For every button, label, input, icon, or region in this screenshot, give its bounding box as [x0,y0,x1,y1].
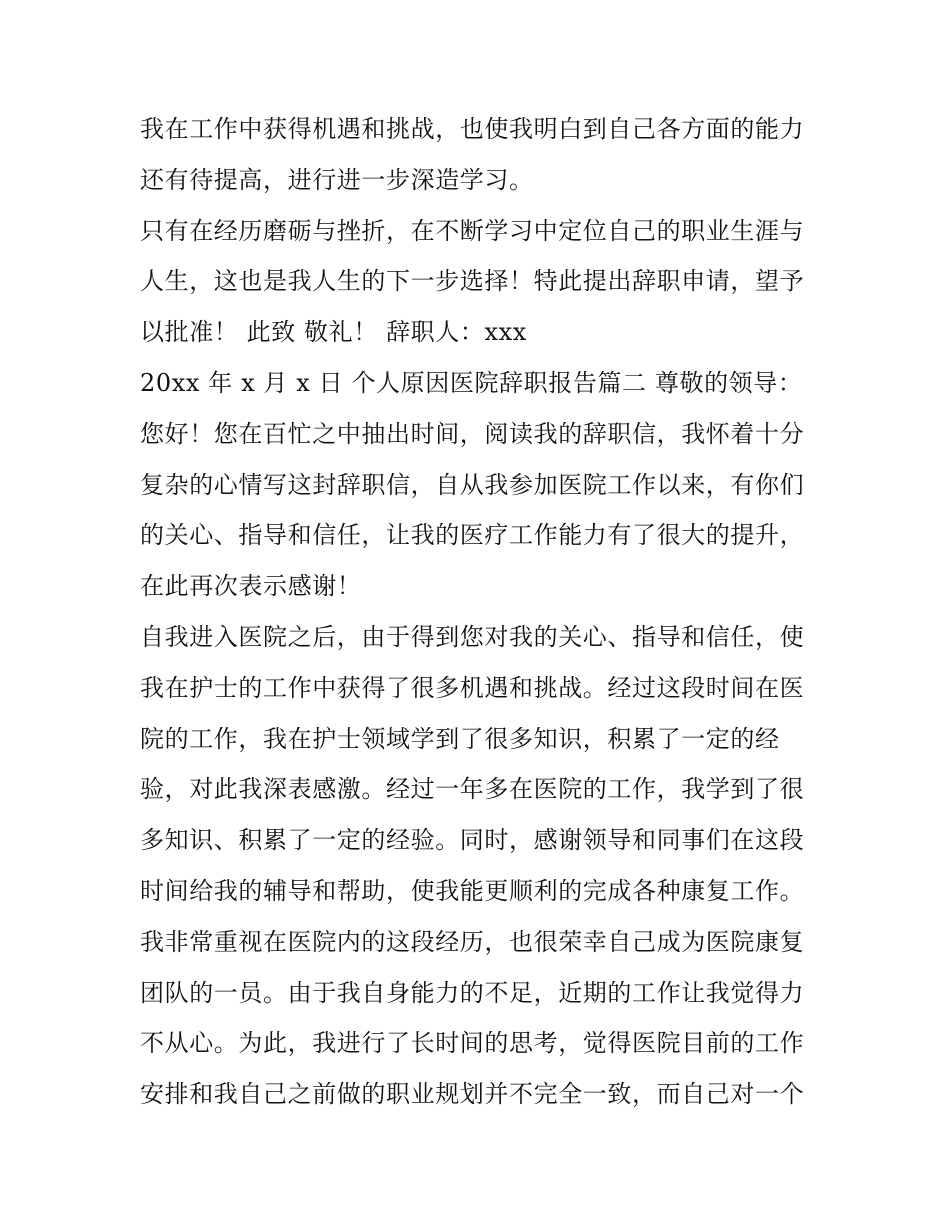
text-line: 院的工作，我在护士领域学到了很多知识，积累了一定的经 [140,724,780,753]
text-line: 自我进入医院之后，由于得到您对我的关心、指导和信任，使 [140,622,805,651]
text-line: 我在工作中获得机遇和挑战，也使我明白到自己各方面的能力 [140,115,805,143]
text-line: 不从心。为此，我进行了长时间的思考，觉得医院目前的工作 [140,1029,805,1058]
text-line: 还有待提高，进行进一步深造学习。 [140,165,534,194]
text-line: 多知识、积累了一定的经验。同时，感谢领导和同事们在这段 [140,826,805,855]
text-line: 我在护士的工作中获得了很多机遇和挑战。经过这段时间在医 [140,673,805,702]
text-line: 您好！您在百忙之中抽出时间，阅读我的辞职信，我怀着十分 [140,419,805,448]
text-line: 我非常重视在医院内的这段经历，也很荣幸自己成为医院康复 [140,927,805,956]
text-line: 时间给我的辅导和帮助，使我能更顺利的完成各种康复工作。 [140,876,805,905]
text-line: 的关心、指导和信任，让我的医疗工作能力有了很大的提升， [140,521,805,550]
text-line: 只有在经历磨砺与挫折，在不断学习中定位自己的职业生涯与 [140,216,805,245]
text-line: 20xx 年 x 月 x 日 个人原因医院辞职报告篇二 尊敬的领导： [140,368,803,397]
text-line: 以批准！ 此致 敬礼！ 辞职人：xxx [140,318,527,347]
text-line: 验，对此我深表感激。经过一年多在医院的工作，我学到了很 [140,775,805,804]
text-line: 复杂的心情写这封辞职信，自从我参加医院工作以来，有你们 [140,470,805,499]
text-line: 在此再次表示感谢！ [140,572,362,601]
document-body [140,104,820,1120]
text-line: 安排和我自己之前做的职业规划并不完全一致，而自己对一个 [140,1080,805,1109]
text-line: 团队的一员。由于我自身能力的不足，近期的工作让我觉得力 [140,978,805,1007]
text-line: 人生，这也是我人生的下一步选择！特此提出辞职申请，望予 [140,267,805,296]
